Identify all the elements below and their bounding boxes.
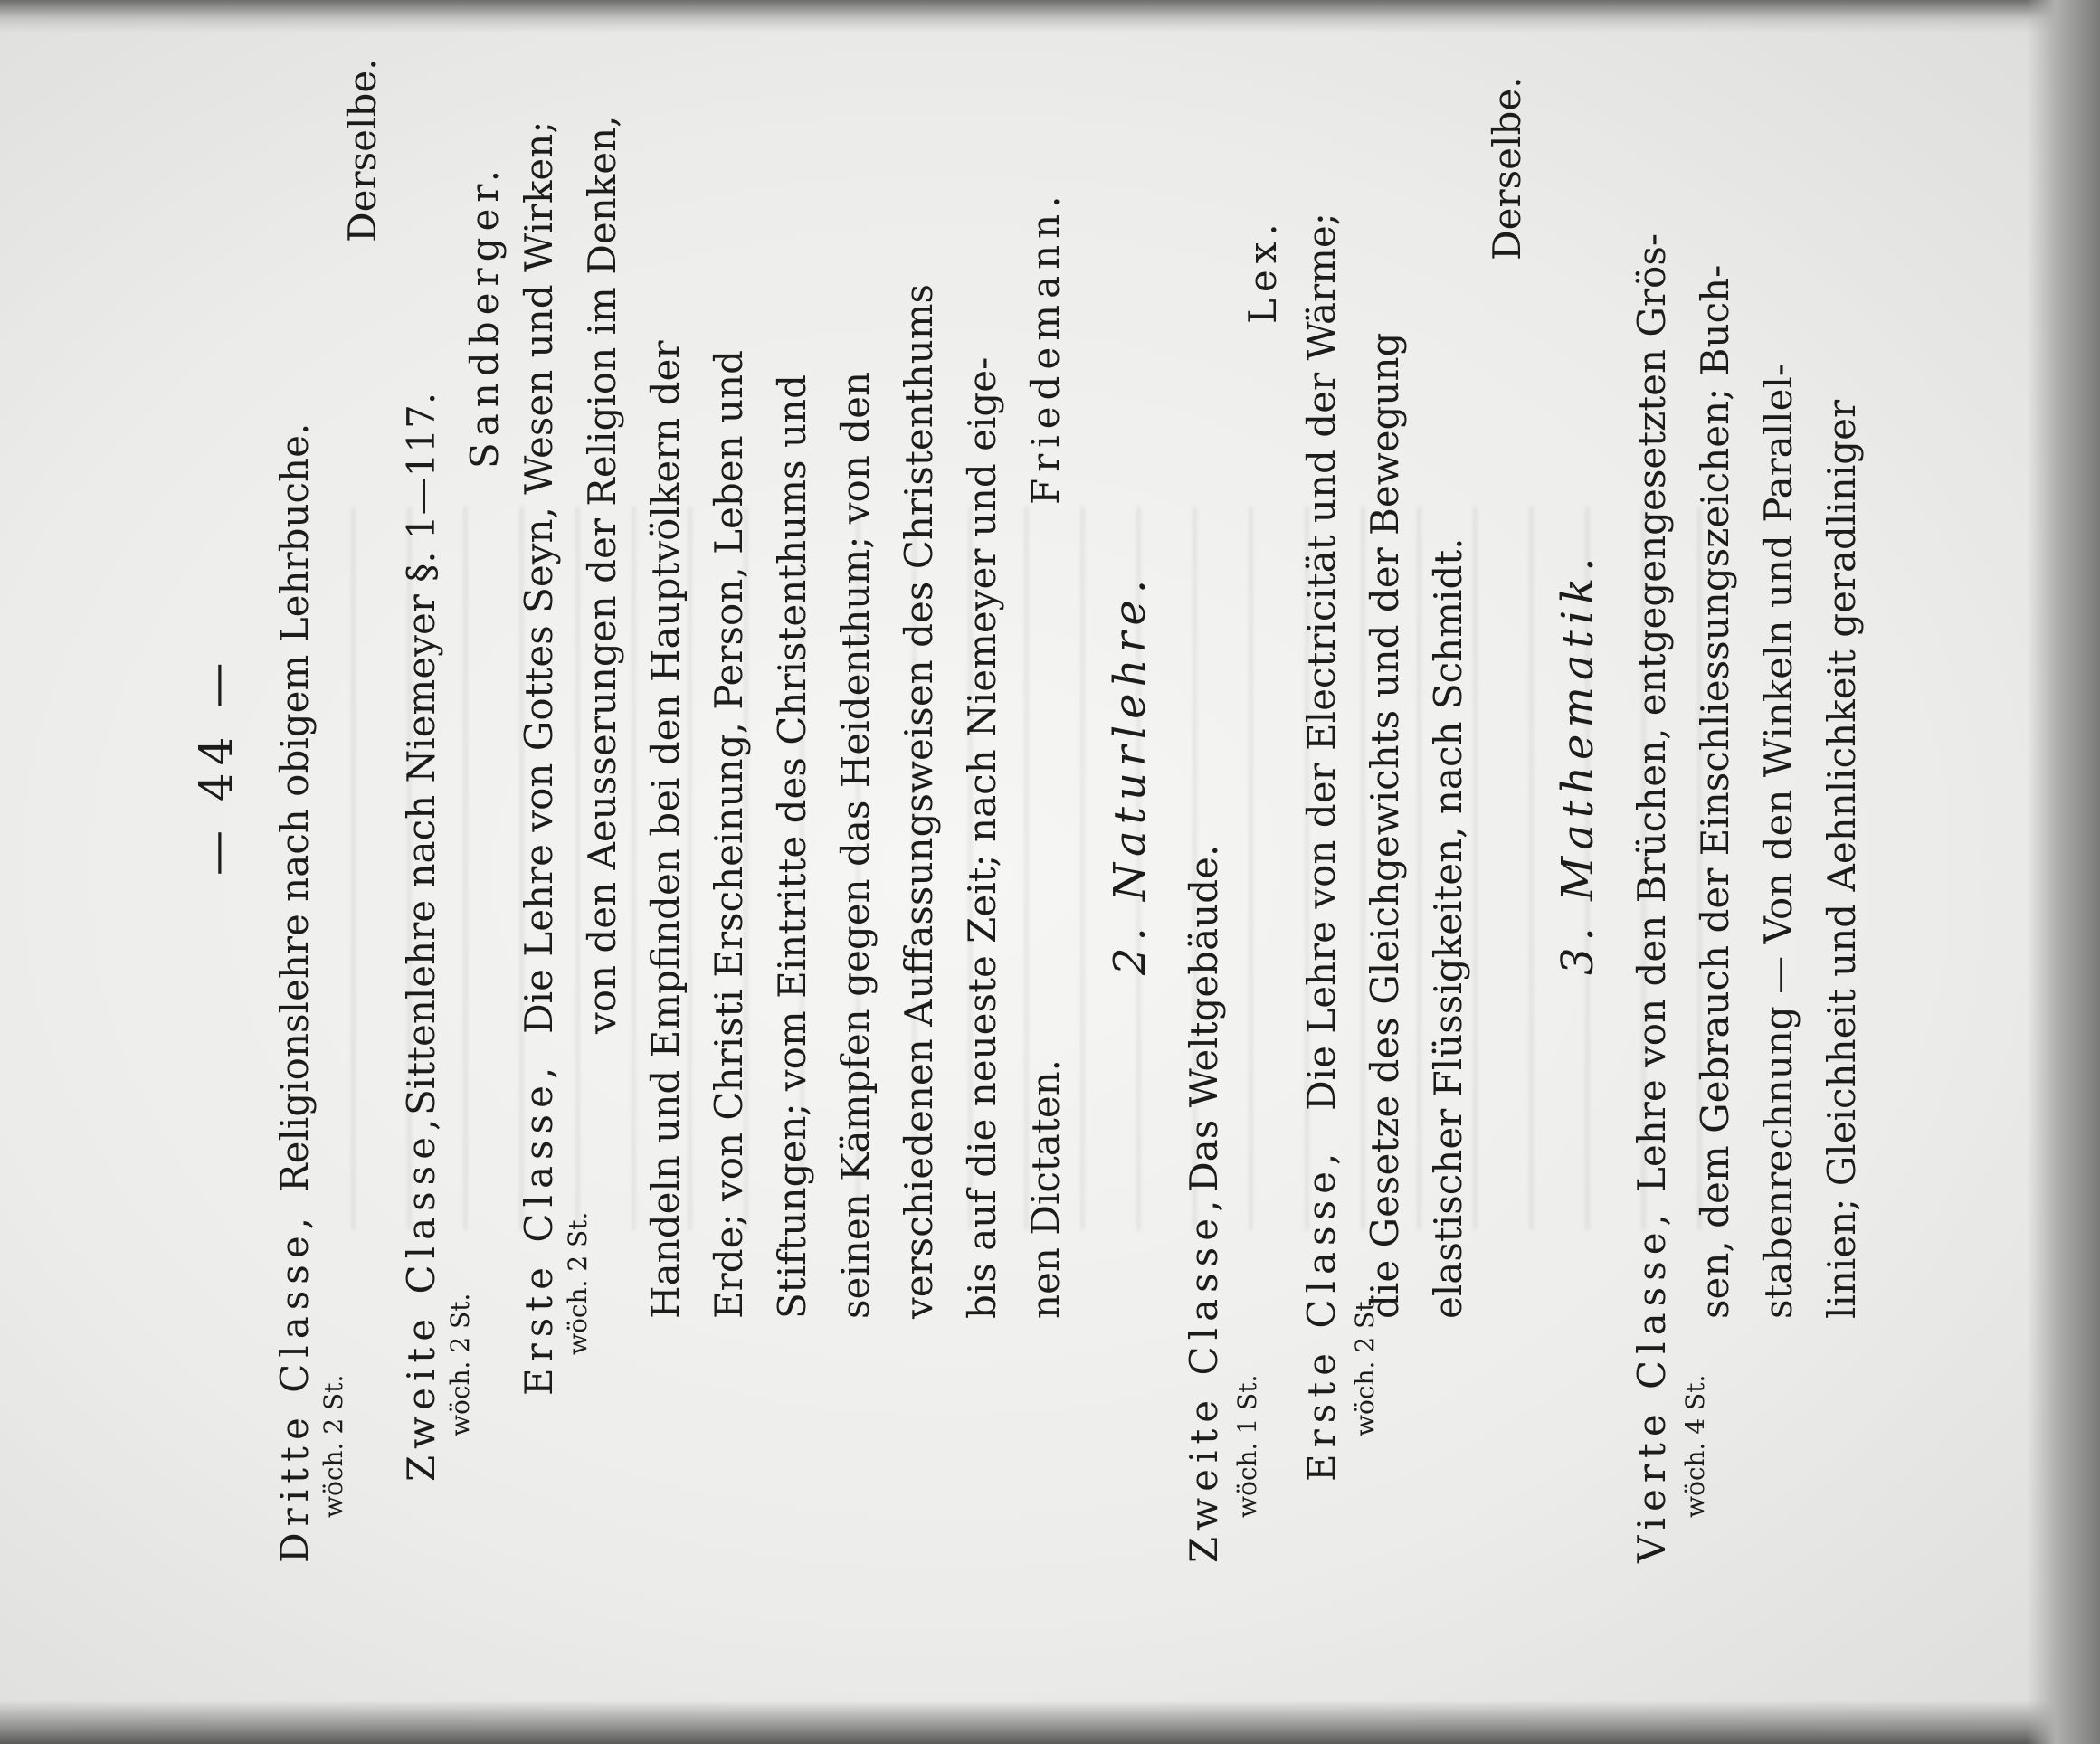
class-label: Dritte Classe, [272, 1210, 317, 1563]
teacher-name: Derselbe. [1485, 76, 1529, 261]
hours-label: wöch. 2 St. [445, 1293, 475, 1436]
text-line: sen, dem Gebrauch der Einschliessungszeichen; Buch- [1693, 264, 1737, 1319]
teacher-name: Lex. [1240, 217, 1285, 324]
text-line: nen Dictaten. [1023, 1059, 1068, 1319]
class-label: Zweite Classe, [399, 1112, 443, 1482]
class-label: Erste Classe, [517, 1060, 561, 1396]
text-line: Lehre von den Brüchen, entgegengesetzten Grös- [1630, 232, 1674, 1192]
teacher-name: Friedemann. [1023, 189, 1068, 505]
class-label: Zweite Classe, [1182, 1193, 1226, 1563]
text-line: Erde; von Christi Erscheinung, Person, Leben und [707, 350, 751, 1319]
text-line: die Gesetze des Gleichgewichts und der Bewegung [1363, 332, 1407, 1319]
hours-label: wöch. 2 St. [1350, 1293, 1380, 1436]
text-line: Handeln und Empfinden bei den Hauptvölkern der [643, 340, 688, 1319]
text-line: stabenrechnung — Von den Winkeln und Parallel- [1756, 363, 1801, 1319]
page-number: — 44 — [190, 655, 242, 876]
text-line: Sittenlehre nach Niemeyer §. 1—117. [399, 392, 443, 1115]
hours-label: wöch. 1 St. [1232, 1374, 1262, 1518]
section-heading: 2. Naturlehre. [1105, 573, 1155, 975]
section-heading: 3. Mathematik. [1553, 551, 1603, 975]
teacher-name: Derselbe. [340, 58, 385, 242]
text-line: verschiedenen Auffassungsweisen des Christenthums [897, 283, 941, 1319]
class-label: Vierte Classe, [1630, 1208, 1674, 1563]
hours-label: wöch. 4 St. [1680, 1374, 1710, 1518]
class-label: Erste Classe, [1299, 1146, 1344, 1482]
text-line: Religionslehre nach obigem Lehrbuche. [272, 422, 317, 1192]
text-line: Stiftungen; vom Eintritte des Christenthums und [770, 374, 814, 1319]
text-line: Die Lehre von der Electricität und der Wärme; [1299, 213, 1344, 1111]
text-line: seinen Kämpfen gegen das Heidenthum; von den [833, 371, 878, 1319]
teacher-name: Sandberger. [462, 163, 507, 469]
text-line: linien; Gleichheit und Aehnlichkeit geradliniger [1820, 399, 1864, 1319]
text-line: Die Lehre von Gottes Seyn, Wesen und Wirken; [517, 120, 561, 1034]
text-line: Das Weltgebäude. [1182, 844, 1226, 1192]
hours-label: wöch. 2 St. [563, 1211, 593, 1355]
text-line: elastischer Flüssigkeiten, nach Schmidt. [1426, 537, 1470, 1319]
hours-label: wöch. 2 St. [318, 1374, 348, 1518]
text-line: bis auf die neueste Zeit; nach Niemeyer und eige- [960, 356, 1004, 1319]
text-line: von den Aeusserungen der Religion im Denken, [580, 115, 624, 1034]
